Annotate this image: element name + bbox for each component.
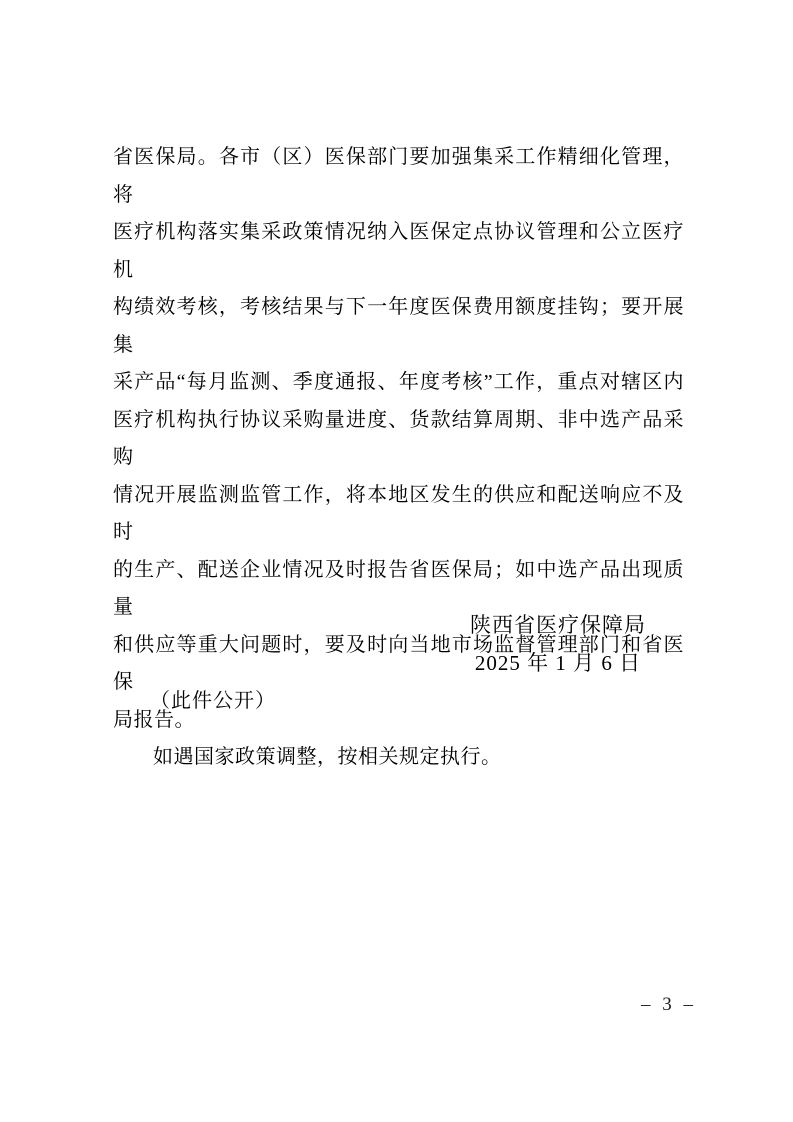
body-line: 医疗机构执行协议采购量进度、货款结算周期、非中选产品采购 (113, 408, 684, 468)
public-note: （此件公开） (150, 690, 276, 712)
body-line: 情况开展监测监管工作，将本地区发生的供应和配送响应不及时 (113, 483, 684, 543)
signature-date: 2025 年 1 月 6 日 (474, 650, 642, 675)
body-line: 省医保局。各市（区）医保部门要加强集采工作精细化管理，将 (113, 146, 684, 206)
body-line: 局报告。 (113, 708, 195, 731)
body-line: 医疗机构落实集采政策情况纳入医保定点协议管理和公立医疗机 (113, 221, 684, 281)
body-line: 采产品“每月监测、季度通报、年度考核”工作，重点对辖区内 (113, 371, 684, 393)
closing-paragraph: 如遇国家政策调整，按相关规定执行。 (153, 746, 502, 768)
body-line: 构绩效考核，考核结果与下一年度医保费用额度挂钩；要开展集 (113, 296, 684, 356)
body-line: 和供应等重大问题时，要及时向当地市场监督管理部门和省医保 (113, 633, 684, 693)
signature-block (408, 607, 708, 682)
page-number: – 3 – (641, 994, 693, 1015)
signature-issuer: 陕西省医疗保障局 (470, 613, 646, 637)
body-line: 的生产、配送企业情况及时报告省医保局；如中选产品出现质量 (113, 558, 684, 618)
